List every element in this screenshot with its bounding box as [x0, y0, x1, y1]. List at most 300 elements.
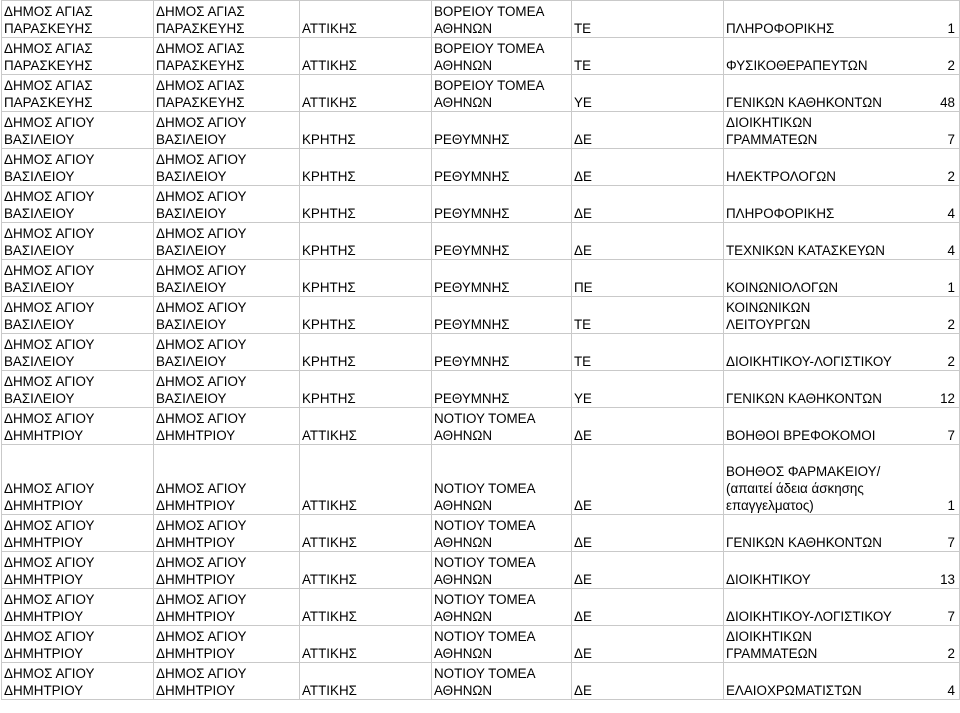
specialty-cell: [724, 408, 960, 445]
entity-cell: [154, 260, 300, 297]
unit-text: ΑΘΗΝΩΝ: [434, 21, 493, 36]
table-row: [2, 112, 960, 149]
unit-text: ΡΕΘΥΜΝΗΣ: [434, 169, 510, 184]
entity-cell: [154, 663, 300, 700]
municipality-cell: [2, 445, 154, 515]
category-text: ΔΕ: [574, 169, 592, 184]
entity-text: ΔΗΜΗΤΡΙΟΥ: [156, 646, 236, 661]
municipality-text: ΔΗΜΟΣ ΑΓΙΟΥ: [4, 411, 95, 426]
municipality-cell: [2, 297, 154, 334]
entity-cell: [154, 223, 300, 260]
category-cell: [572, 515, 724, 552]
municipality-text: ΠΑΡΑΣΚΕΥΗΣ: [4, 21, 93, 36]
specialty-cell: [724, 149, 960, 186]
municipality-text: ΔΗΜΟΣ ΑΓΙΟΥ: [4, 337, 95, 352]
table-row: [2, 149, 960, 186]
category-text: ΤΕ: [574, 317, 592, 332]
category-cell: [572, 552, 724, 589]
region-text: ΑΤΤΙΚΗΣ: [302, 428, 357, 443]
table-row: [2, 589, 960, 626]
region-text: ΑΤΤΙΚΗΣ: [302, 498, 357, 513]
unit-cell: [432, 38, 572, 75]
specialty-cell: [724, 297, 960, 334]
category-text: ΔΕ: [574, 206, 592, 221]
municipality-text: ΔΗΜΟΣ ΑΓΙΟΥ: [4, 666, 95, 681]
specialty-text: ΕΛΑΙΟΧΡΩΜΑΤΙΣΤΩΝ: [726, 683, 862, 698]
entity-text: ΔΗΜΟΣ ΑΓΙΟΥ: [156, 337, 247, 352]
unit-cell: [432, 297, 572, 334]
category-cell: [572, 626, 724, 663]
municipality-text: ΠΑΡΑΣΚΕΥΗΣ: [4, 58, 93, 73]
entity-text: ΔΗΜΟΣ ΑΓΙΟΥ: [156, 374, 247, 389]
entity-cell: [154, 297, 300, 334]
category-text: ΤΕ: [574, 354, 592, 369]
region-cell: [300, 552, 432, 589]
entity-text: ΔΗΜΟΣ ΑΓΙΑΣ: [156, 78, 245, 93]
region-text: ΚΡΗΤΗΣ: [302, 280, 356, 295]
municipality-text: ΒΑΣΙΛΕΙΟΥ: [4, 169, 75, 184]
region-text: ΚΡΗΤΗΣ: [302, 354, 356, 369]
unit-text: ΒΟΡΕΙΟΥ ΤΟΜΕΑ: [434, 41, 545, 56]
municipality-cell: [2, 515, 154, 552]
region-cell: [300, 515, 432, 552]
specialty-cell: [724, 75, 960, 112]
entity-cell: [154, 1, 300, 38]
unit-text: ΑΘΗΝΩΝ: [434, 535, 493, 550]
entity-text: ΔΗΜΟΣ ΑΓΙΟΥ: [156, 226, 247, 241]
specialty-cell: [724, 1, 960, 38]
municipality-text: ΔΗΜΟΣ ΑΓΙΑΣ: [4, 41, 93, 56]
specialty-text: ΚΟΙΝΩΝΙΚΩΝ: [726, 300, 811, 315]
municipality-text: ΠΑΡΑΣΚΕΥΗΣ: [4, 95, 93, 110]
unit-text: ΝΟΤΙΟΥ ΤΟΜΕΑ: [434, 411, 536, 426]
region-text: ΑΤΤΙΚΗΣ: [302, 646, 357, 661]
municipality-text: ΔΗΜΟΣ ΑΓΙΟΥ: [4, 300, 95, 315]
region-cell: [300, 112, 432, 149]
specialty-cell: [724, 626, 960, 663]
count-text: 12: [940, 391, 955, 406]
unit-cell: [432, 112, 572, 149]
entity-cell: [154, 408, 300, 445]
category-cell: [572, 297, 724, 334]
unit-text: ΡΕΘΥΜΝΗΣ: [434, 243, 510, 258]
region-text: ΚΡΗΤΗΣ: [302, 169, 356, 184]
table-row: [2, 552, 960, 589]
specialty-text: ΒΟΗΘΟΣ ΦΑΡΜΑΚΕΙΟΥ/: [726, 464, 881, 479]
unit-cell: [432, 260, 572, 297]
count-text: 7: [947, 132, 955, 147]
municipality-text: ΔΗΜΟΣ ΑΓΙΑΣ: [4, 4, 93, 19]
table-row: [2, 626, 960, 663]
municipality-cell: [2, 75, 154, 112]
region-cell: [300, 260, 432, 297]
specialty-text: ΤΕΧΝΙΚΩΝ ΚΑΤΑΣΚΕΥΩΝ: [726, 243, 885, 258]
municipality-text: ΔΗΜΟΣ ΑΓΙΑΣ: [4, 78, 93, 93]
region-text: ΚΡΗΤΗΣ: [302, 132, 356, 147]
region-text: ΑΤΤΙΚΗΣ: [302, 535, 357, 550]
specialty-text: ΔΙΟΙΚΗΤΙΚΩΝ: [726, 629, 812, 644]
region-cell: [300, 297, 432, 334]
specialty-text: ΔΙΟΙΚΗΤΙΚΟΥ: [726, 572, 811, 587]
entity-text: ΒΑΣΙΛΕΙΟΥ: [156, 132, 227, 147]
entity-text: ΠΑΡΑΣΚΕΥΗΣ: [156, 95, 245, 110]
unit-text: ΝΟΤΙΟΥ ΤΟΜΕΑ: [434, 518, 536, 533]
entity-text: ΔΗΜΟΣ ΑΓΙΟΥ: [156, 263, 247, 278]
count-text: 2: [947, 58, 955, 73]
municipality-cell: [2, 334, 154, 371]
specialty-cell: [724, 223, 960, 260]
municipality-cell: [2, 408, 154, 445]
category-text: ΥΕ: [574, 95, 592, 110]
table-row: [2, 260, 960, 297]
entity-cell: [154, 38, 300, 75]
specialty-text: ΔΙΟΙΚΗΤΙΚΟΥ-ΛΟΓΙΣΤΙΚΟΥ: [726, 609, 892, 624]
specialty-text: ΔΙΟΙΚΗΤΙΚΟΥ-ΛΟΓΙΣΤΙΚΟΥ: [726, 354, 892, 369]
region-cell: [300, 149, 432, 186]
region-cell: [300, 445, 432, 515]
entity-text: ΔΗΜΗΤΡΙΟΥ: [156, 609, 236, 624]
unit-text: ΑΘΗΝΩΝ: [434, 646, 493, 661]
category-text: ΔΕ: [574, 498, 592, 513]
specialty-text: (απαιτεί άδεια άσκησης: [726, 481, 864, 496]
municipality-text: ΔΗΜΟΣ ΑΓΙΟΥ: [4, 481, 95, 496]
specialty-text: επαγγελματος): [726, 498, 814, 513]
municipality-cell: [2, 626, 154, 663]
unit-text: ΝΟΤΙΟΥ ΤΟΜΕΑ: [434, 481, 536, 496]
entity-text: ΔΗΜΟΣ ΑΓΙΟΥ: [156, 629, 247, 644]
category-cell: [572, 334, 724, 371]
specialty-cell: [724, 515, 960, 552]
region-cell: [300, 75, 432, 112]
entity-text: ΒΑΣΙΛΕΙΟΥ: [156, 317, 227, 332]
region-text: ΚΡΗΤΗΣ: [302, 243, 356, 258]
region-text: ΑΤΤΙΚΗΣ: [302, 572, 357, 587]
municipality-cell: [2, 589, 154, 626]
municipality-text: ΔΗΜΗΤΡΙΟΥ: [4, 428, 84, 443]
count-text: 2: [947, 317, 955, 332]
unit-cell: [432, 223, 572, 260]
specialty-cell: [724, 38, 960, 75]
municipality-cell: [2, 663, 154, 700]
municipality-text: ΔΗΜΟΣ ΑΓΙΟΥ: [4, 115, 95, 130]
count-text: 7: [947, 428, 955, 443]
entity-text: ΒΑΣΙΛΕΙΟΥ: [156, 206, 227, 221]
municipality-text: ΔΗΜΗΤΡΙΟΥ: [4, 646, 84, 661]
unit-text: ΑΘΗΝΩΝ: [434, 683, 493, 698]
category-text: ΔΕ: [574, 132, 592, 147]
count-text: 2: [947, 354, 955, 369]
category-text: ΔΕ: [574, 572, 592, 587]
count-text: 2: [947, 646, 955, 661]
entity-text: ΔΗΜΟΣ ΑΓΙΑΣ: [156, 41, 245, 56]
entity-text: ΔΗΜΗΤΡΙΟΥ: [156, 572, 236, 587]
table-row: [2, 1, 960, 38]
entity-cell: [154, 371, 300, 408]
positions-table-body: [2, 1, 960, 700]
unit-cell: [432, 408, 572, 445]
municipality-text: ΔΗΜΟΣ ΑΓΙΟΥ: [4, 555, 95, 570]
entity-text: ΔΗΜΗΤΡΙΟΥ: [156, 683, 236, 698]
region-text: ΑΤΤΙΚΗΣ: [302, 58, 357, 73]
municipality-text: ΒΑΣΙΛΕΙΟΥ: [4, 132, 75, 147]
category-text: ΔΕ: [574, 243, 592, 258]
unit-text: ΝΟΤΙΟΥ ΤΟΜΕΑ: [434, 555, 536, 570]
entity-text: ΔΗΜΟΣ ΑΓΙΟΥ: [156, 152, 247, 167]
specialty-cell: [724, 589, 960, 626]
specialty-cell: [724, 552, 960, 589]
municipality-cell: [2, 552, 154, 589]
municipality-text: ΒΑΣΙΛΕΙΟΥ: [4, 391, 75, 406]
unit-text: ΑΘΗΝΩΝ: [434, 498, 493, 513]
unit-cell: [432, 552, 572, 589]
municipality-text: ΒΑΣΙΛΕΙΟΥ: [4, 280, 75, 295]
region-text: ΚΡΗΤΗΣ: [302, 206, 356, 221]
region-cell: [300, 626, 432, 663]
category-cell: [572, 149, 724, 186]
unit-cell: [432, 1, 572, 38]
count-text: 1: [947, 498, 955, 513]
entity-text: ΔΗΜΟΣ ΑΓΙΟΥ: [156, 189, 247, 204]
entity-text: ΔΗΜΟΣ ΑΓΙΑΣ: [156, 4, 245, 19]
specialty-text: ΦΥΣΙΚΟΘΕΡΑΠΕΥΤΩΝ: [726, 58, 868, 73]
category-cell: [572, 371, 724, 408]
unit-text: ΡΕΘΥΜΝΗΣ: [434, 280, 510, 295]
municipality-text: ΔΗΜΗΤΡΙΟΥ: [4, 498, 84, 513]
entity-cell: [154, 149, 300, 186]
specialty-cell: [724, 260, 960, 297]
category-cell: [572, 663, 724, 700]
specialty-text: ΒΟΗΘΟΙ ΒΡΕΦΟΚΟΜΟΙ: [726, 428, 876, 443]
specialty-text: ΛΕΙΤΟΥΡΓΩΝ: [726, 317, 811, 332]
count-text: 4: [947, 206, 955, 221]
positions-table: [1, 0, 960, 700]
specialty-cell: [724, 112, 960, 149]
region-cell: [300, 589, 432, 626]
entity-text: ΔΗΜΟΣ ΑΓΙΟΥ: [156, 115, 247, 130]
unit-cell: [432, 334, 572, 371]
region-text: ΚΡΗΤΗΣ: [302, 317, 356, 332]
unit-cell: [432, 589, 572, 626]
region-cell: [300, 663, 432, 700]
entity-text: ΠΑΡΑΣΚΕΥΗΣ: [156, 58, 245, 73]
category-text: ΤΕ: [574, 21, 592, 36]
municipality-text: ΔΗΜΟΣ ΑΓΙΟΥ: [4, 152, 95, 167]
category-text: ΔΕ: [574, 646, 592, 661]
entity-text: ΒΑΣΙΛΕΙΟΥ: [156, 280, 227, 295]
entity-text: ΒΑΣΙΛΕΙΟΥ: [156, 391, 227, 406]
region-text: ΚΡΗΤΗΣ: [302, 391, 356, 406]
municipality-text: ΒΑΣΙΛΕΙΟΥ: [4, 354, 75, 369]
table-row: [2, 186, 960, 223]
specialty-cell: [724, 663, 960, 700]
entity-text: ΒΑΣΙΛΕΙΟΥ: [156, 169, 227, 184]
municipality-cell: [2, 223, 154, 260]
entity-cell: [154, 75, 300, 112]
specialty-cell: [724, 445, 960, 515]
municipality-text: ΔΗΜΟΣ ΑΓΙΟΥ: [4, 189, 95, 204]
unit-cell: [432, 626, 572, 663]
unit-cell: [432, 515, 572, 552]
category-cell: [572, 186, 724, 223]
municipality-text: ΔΗΜΟΣ ΑΓΙΟΥ: [4, 374, 95, 389]
unit-text: ΡΕΘΥΜΝΗΣ: [434, 206, 510, 221]
unit-text: ΝΟΤΙΟΥ ΤΟΜΕΑ: [434, 592, 536, 607]
category-text: ΔΕ: [574, 428, 592, 443]
category-cell: [572, 445, 724, 515]
unit-text: ΑΘΗΝΩΝ: [434, 95, 493, 110]
municipality-text: ΔΗΜΟΣ ΑΓΙΟΥ: [4, 629, 95, 644]
category-cell: [572, 589, 724, 626]
unit-cell: [432, 186, 572, 223]
municipality-cell: [2, 260, 154, 297]
table-row: [2, 297, 960, 334]
count-text: 48: [940, 95, 955, 110]
unit-text: ΡΕΘΥΜΝΗΣ: [434, 317, 510, 332]
specialty-text: ΓΡΑΜΜΑΤΕΩΝ: [726, 132, 818, 147]
unit-text: ΒΟΡΕΙΟΥ ΤΟΜΕΑ: [434, 4, 545, 19]
specialty-text: ΚΟΙΝΩΝΙΟΛΟΓΩΝ: [726, 280, 839, 295]
unit-text: ΡΕΘΥΜΝΗΣ: [434, 391, 510, 406]
municipality-text: ΔΗΜΟΣ ΑΓΙΟΥ: [4, 226, 95, 241]
category-text: ΔΕ: [574, 609, 592, 624]
region-cell: [300, 408, 432, 445]
count-text: 13: [940, 572, 955, 587]
category-text: ΔΕ: [574, 535, 592, 550]
region-cell: [300, 371, 432, 408]
table-row: [2, 371, 960, 408]
unit-cell: [432, 371, 572, 408]
unit-text: ΡΕΘΥΜΝΗΣ: [434, 354, 510, 369]
entity-text: ΠΑΡΑΣΚΕΥΗΣ: [156, 21, 245, 36]
entity-cell: [154, 112, 300, 149]
entity-cell: [154, 515, 300, 552]
category-text: ΠΕ: [574, 280, 593, 295]
region-cell: [300, 223, 432, 260]
count-text: 1: [947, 280, 955, 295]
entity-text: ΔΗΜΟΣ ΑΓΙΟΥ: [156, 481, 247, 496]
unit-text: ΑΘΗΝΩΝ: [434, 428, 493, 443]
category-cell: [572, 260, 724, 297]
municipality-text: ΔΗΜΗΤΡΙΟΥ: [4, 609, 84, 624]
municipality-cell: [2, 371, 154, 408]
municipality-cell: [2, 38, 154, 75]
entity-cell: [154, 552, 300, 589]
table-row: [2, 663, 960, 700]
entity-text: ΔΗΜΗΤΡΙΟΥ: [156, 498, 236, 513]
municipality-text: ΒΑΣΙΛΕΙΟΥ: [4, 206, 75, 221]
municipality-cell: [2, 149, 154, 186]
specialty-cell: [724, 334, 960, 371]
entity-text: ΔΗΜΟΣ ΑΓΙΟΥ: [156, 411, 247, 426]
entity-text: ΔΗΜΗΤΡΙΟΥ: [156, 535, 236, 550]
category-text: ΥΕ: [574, 391, 592, 406]
category-cell: [572, 408, 724, 445]
table-row: [2, 515, 960, 552]
unit-text: ΝΟΤΙΟΥ ΤΟΜΕΑ: [434, 666, 536, 681]
unit-cell: [432, 663, 572, 700]
unit-text: ΝΟΤΙΟΥ ΤΟΜΕΑ: [434, 629, 536, 644]
specialty-text: ΠΛΗΡΟΦΟΡΙΚΗΣ: [726, 206, 835, 221]
entity-text: ΔΗΜΟΣ ΑΓΙΟΥ: [156, 555, 247, 570]
specialty-cell: [724, 371, 960, 408]
specialty-text: ΔΙΟΙΚΗΤΙΚΩΝ: [726, 115, 812, 130]
unit-text: ΡΕΘΥΜΝΗΣ: [434, 132, 510, 147]
count-text: 4: [947, 683, 955, 698]
municipality-text: ΔΗΜΟΣ ΑΓΙΟΥ: [4, 518, 95, 533]
region-cell: [300, 1, 432, 38]
region-text: ΑΤΤΙΚΗΣ: [302, 21, 357, 36]
table-row: [2, 75, 960, 112]
entity-cell: [154, 626, 300, 663]
table-row: [2, 223, 960, 260]
count-text: 7: [947, 609, 955, 624]
entity-cell: [154, 445, 300, 515]
count-text: 4: [947, 243, 955, 258]
municipality-cell: [2, 112, 154, 149]
specialty-text: ΗΛΕΚΤΡΟΛΟΓΩΝ: [726, 169, 836, 184]
entity-text: ΒΑΣΙΛΕΙΟΥ: [156, 354, 227, 369]
region-text: ΑΤΤΙΚΗΣ: [302, 95, 357, 110]
table-row: [2, 334, 960, 371]
entity-text: ΔΗΜΟΣ ΑΓΙΟΥ: [156, 666, 247, 681]
municipality-text: ΒΑΣΙΛΕΙΟΥ: [4, 317, 75, 332]
entity-text: ΔΗΜΟΣ ΑΓΙΟΥ: [156, 518, 247, 533]
specialty-text: ΓΕΝΙΚΩΝ ΚΑΘΗΚΟΝΤΩΝ: [726, 95, 882, 110]
category-cell: [572, 75, 724, 112]
entity-text: ΒΑΣΙΛΕΙΟΥ: [156, 243, 227, 258]
municipality-text: ΔΗΜΗΤΡΙΟΥ: [4, 572, 84, 587]
municipality-text: ΔΗΜΗΤΡΙΟΥ: [4, 535, 84, 550]
unit-cell: [432, 75, 572, 112]
municipality-text: ΔΗΜΗΤΡΙΟΥ: [4, 683, 84, 698]
count-text: 7: [947, 535, 955, 550]
entity-cell: [154, 186, 300, 223]
entity-cell: [154, 589, 300, 626]
entity-text: ΔΗΜΟΣ ΑΓΙΟΥ: [156, 300, 247, 315]
entity-cell: [154, 334, 300, 371]
specialty-text: ΓΕΝΙΚΩΝ ΚΑΘΗΚΟΝΤΩΝ: [726, 535, 882, 550]
category-cell: [572, 223, 724, 260]
category-text: ΤΕ: [574, 58, 592, 73]
category-cell: [572, 112, 724, 149]
count-text: 1: [947, 21, 955, 36]
municipality-cell: [2, 186, 154, 223]
unit-cell: [432, 445, 572, 515]
unit-cell: [432, 149, 572, 186]
region-cell: [300, 334, 432, 371]
table-row: [2, 445, 960, 515]
count-text: 2: [947, 169, 955, 184]
municipality-cell: [2, 1, 154, 38]
table-row: [2, 38, 960, 75]
specialty-text: ΓΡΑΜΜΑΤΕΩΝ: [726, 646, 818, 661]
region-cell: [300, 186, 432, 223]
specialty-text: ΓΕΝΙΚΩΝ ΚΑΘΗΚΟΝΤΩΝ: [726, 391, 882, 406]
unit-text: ΑΘΗΝΩΝ: [434, 609, 493, 624]
specialty-cell: [724, 186, 960, 223]
unit-text: ΑΘΗΝΩΝ: [434, 58, 493, 73]
region-text: ΑΤΤΙΚΗΣ: [302, 683, 357, 698]
category-text: ΔΕ: [574, 683, 592, 698]
unit-text: ΒΟΡΕΙΟΥ ΤΟΜΕΑ: [434, 78, 545, 93]
municipality-text: ΒΑΣΙΛΕΙΟΥ: [4, 243, 75, 258]
unit-text: ΑΘΗΝΩΝ: [434, 572, 493, 587]
category-cell: [572, 38, 724, 75]
municipality-text: ΔΗΜΟΣ ΑΓΙΟΥ: [4, 263, 95, 278]
table-row: [2, 408, 960, 445]
region-text: ΑΤΤΙΚΗΣ: [302, 609, 357, 624]
region-cell: [300, 38, 432, 75]
